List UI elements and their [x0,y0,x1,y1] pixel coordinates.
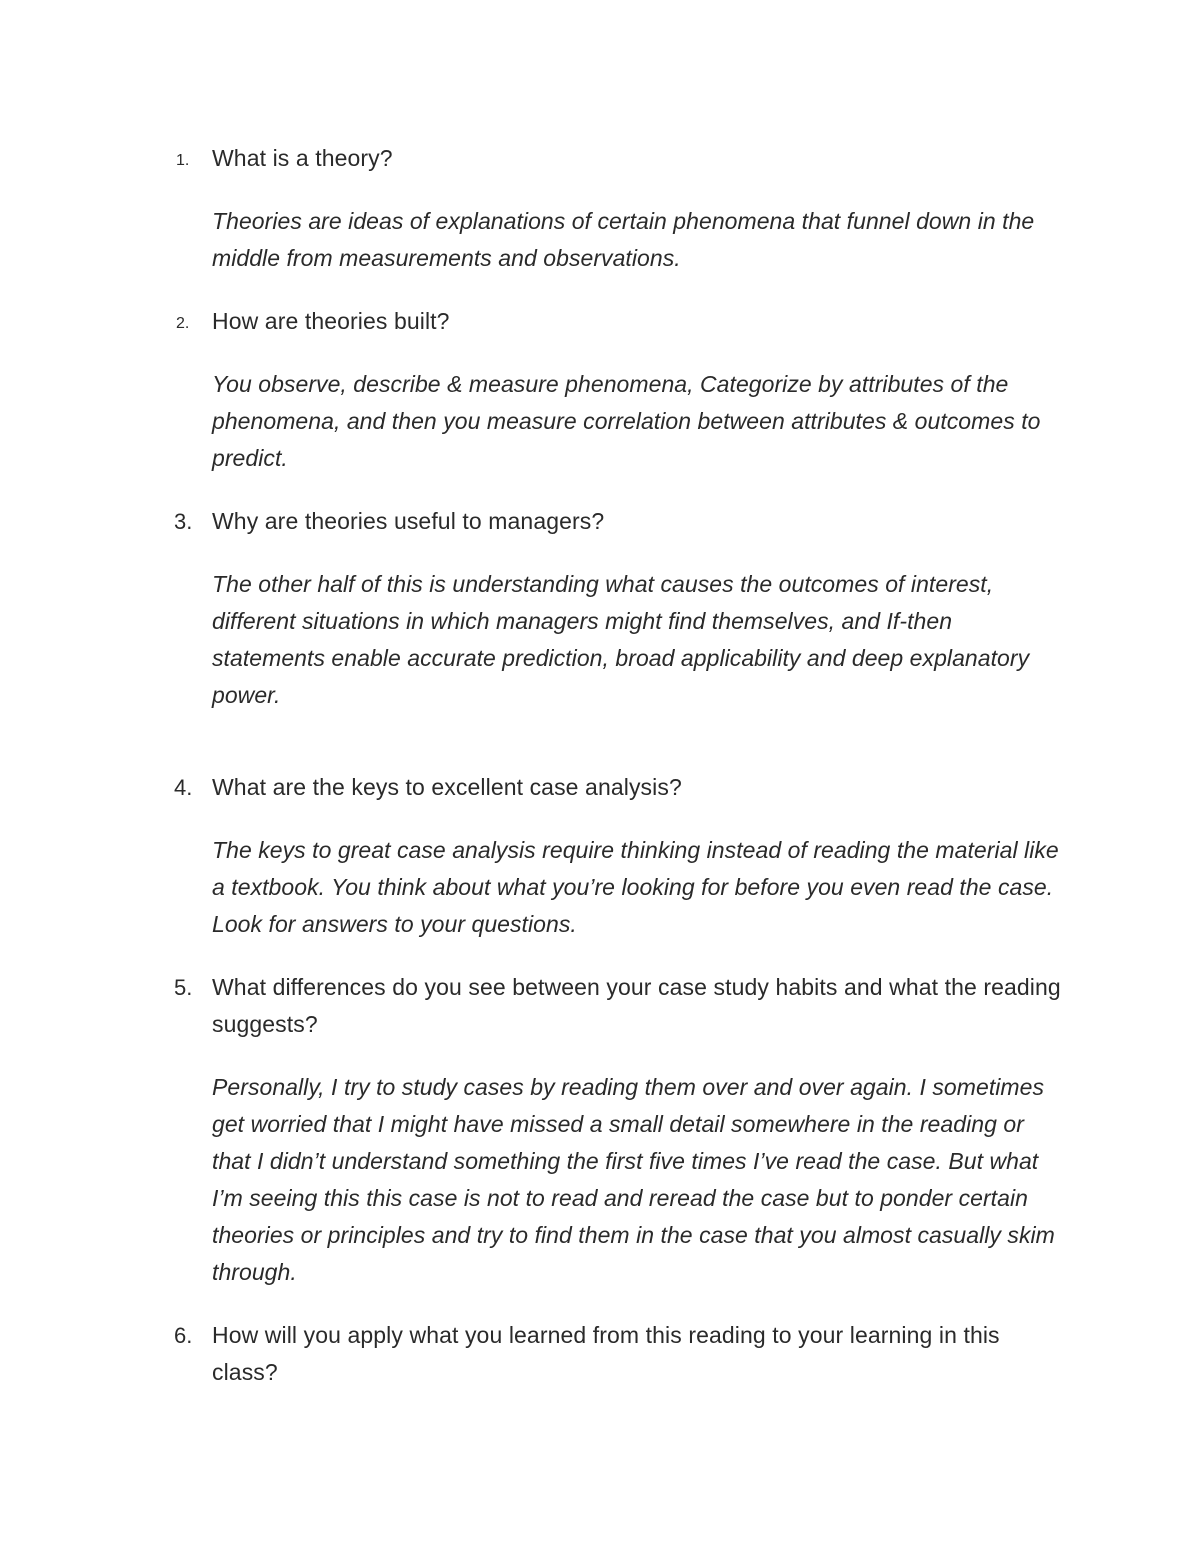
answer-text: Theories are ideas of explanations of certain phenomena that funnel down in the middle from measurements and observations. [212,208,1035,271]
answer-text: You observe, describe & measure phenomena, Categorize by attributes of the phenomena, and then you measure correlation between attributes & outcomes to predict. [212,371,1041,471]
qa-item-5 [174,969,1062,1291]
question-text: What are the keys to excellent case analysis? [212,774,682,800]
qa-item-1 [176,140,1062,277]
qa-item-6 [174,1317,1062,1391]
answer-text: The keys to great case analysis require thinking instead of reading the material like a textbook. You think about what you’re looking for before you even read the case. Look for answers to your questions. [212,837,1059,937]
question-list [174,140,1062,1391]
question-number: 4. [174,775,193,800]
question-number: 1. [176,152,190,169]
qa-item-3 [174,503,1062,714]
answer-text: Personally, I try to study cases by reading them over and over again. I sometimes get worried that I might have missed a small detail somewhere in the reading or that I didn’t understand something the first five times I’ve read the case. But what I’m seeing this this case is not to read and reread the case but to ponder certain theories or principles and try to find them in the case that you almost casually skim through. [212,1074,1055,1285]
question-number: 6. [174,1323,193,1348]
question-text: What is a theory? [212,145,393,171]
question-text: How are theories built? [212,308,450,334]
question-text: What differences do you see between your case study habits and what the reading suggests? [212,974,1061,1037]
question-number: 5. [174,975,193,1000]
question-text: How will you apply what you learned from this reading to your learning in this class? [212,1322,1000,1385]
question-number: 3. [174,509,193,534]
answer-text: The other half of this is understanding what causes the outcomes of interest, different situations in which managers might find themselves, and If-then statements enable accurate prediction, broad applicability and deep explanatory power. [212,571,1030,708]
qa-item-2 [176,303,1062,477]
question-number: 2. [176,315,190,332]
qa-item-4 [174,769,1062,943]
question-text: Why are theories useful to managers? [212,508,605,534]
